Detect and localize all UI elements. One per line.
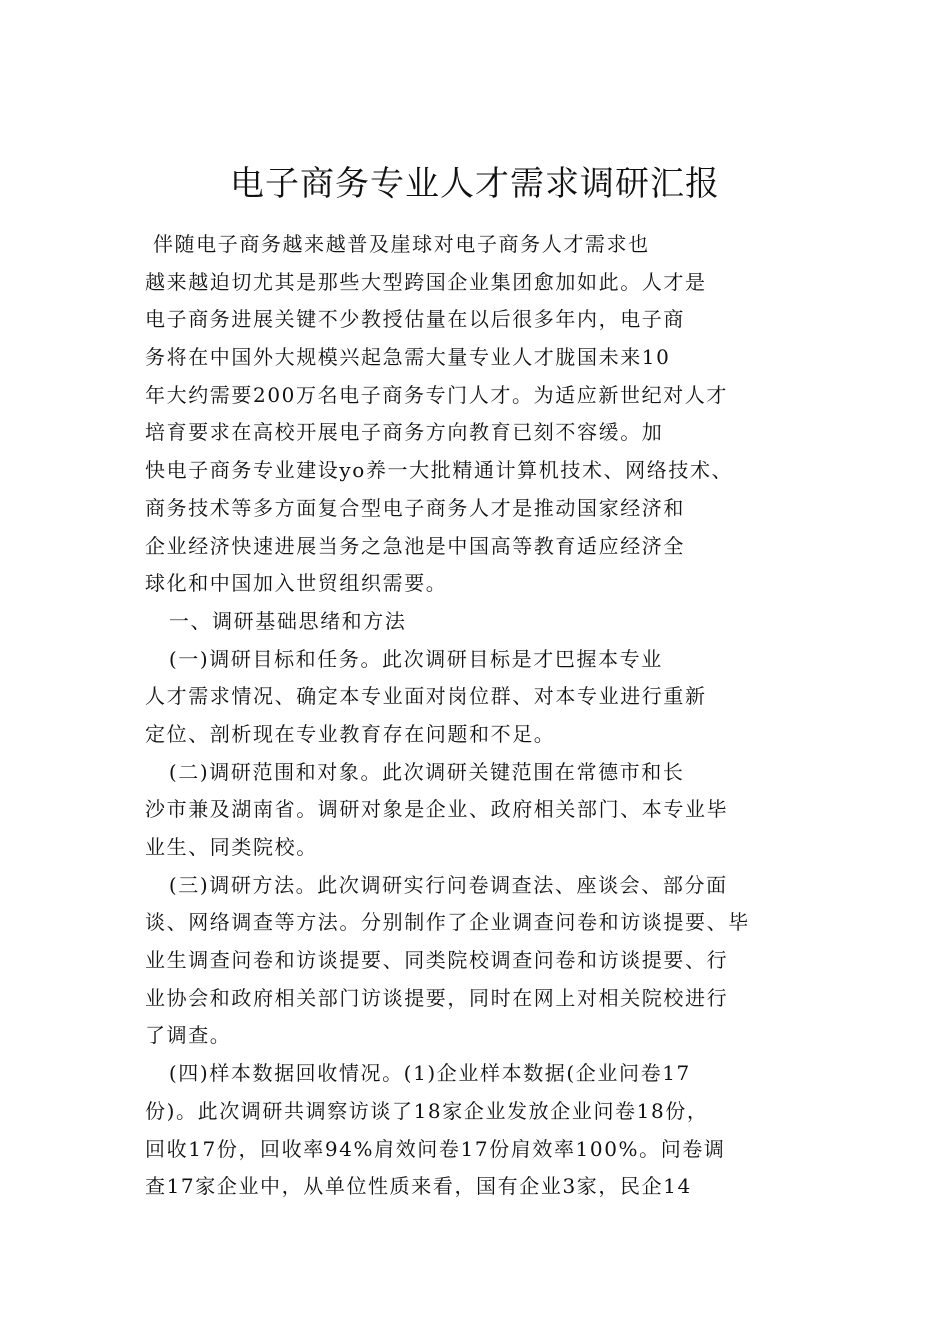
text-line: 越来越迫切尤其是那些大型跨国企业集团愈加如此。人才是	[145, 269, 707, 294]
text-line: 球化和中国加入世贸组织需要。	[145, 571, 448, 596]
text-line: (二)调研范围和对象。此次调研关键范围在常德市和长	[145, 759, 685, 784]
text-line: 务将在中国外大规模兴起急需大量专业人才胧国未来10	[145, 345, 671, 370]
text-line: (一)调研目标和任务。此次调研目标是才巴握本专业	[145, 646, 663, 671]
text-line: 份)。此次调研共调察访谈了18家企业发放企业问卷18份，	[145, 1098, 709, 1123]
text-line: 查17家企业中，从单位性质来看，国有企业3家，民企14	[145, 1174, 692, 1199]
text-line: 业生、同类院校。	[145, 835, 318, 859]
text-line: 沙市兼及湖南省。调研对象是企业、政府相关部门、本专业毕	[145, 797, 729, 822]
section-heading: 一、调研基础思绪和方法	[145, 608, 407, 633]
text-line: 电子商务进展关键不少教授估量在以后很多年内，电子商	[145, 307, 685, 332]
text-line: 伴随电子商务越来越普及崖球对电子商务人才需求也	[145, 232, 650, 256]
text-line: 定位、剖析现在专业教育存在问题和不足。	[145, 721, 556, 746]
text-line: 回收17份，回收率94%肩效问卷17份肩效率100%。问卷调	[145, 1136, 726, 1161]
text-line: (四)样本数据回收情况。(1)企业样本数据(企业问卷17	[145, 1061, 691, 1086]
text-line: 了调查。	[145, 1023, 232, 1048]
text-line: 人才需求情况、确定本专业面对岗位群、对本专业进行重新	[145, 684, 707, 709]
text-line: 年大约需要200万名电子商务专门人才。为适应新世纪对人才	[145, 382, 728, 407]
document-title: 电子商务专业人才需求调研汇报	[230, 164, 720, 204]
document-body	[145, 226, 825, 1206]
text-line: 培育要求在高校开展电子商务方向教育已刻不容缓。加	[145, 420, 664, 445]
text-line: 业协会和政府相关部门访谈提要，同时在网上对相关院校进行	[145, 985, 729, 1010]
text-line: (三)调研方法。此次调研实行问卷调查法、座谈会、部分面	[145, 872, 728, 897]
text-line: 商务技术等多方面复合型电子商务人才是推动国家经济和	[145, 495, 685, 520]
text-line: 快电子商务专业建设yo养一大批精通计算机技术、网络技术、	[145, 458, 734, 483]
text-line: 企业经济快速进展当务之急池是中国高等教育适应经济全	[145, 533, 685, 558]
text-line: 谈、网络调查等方法。分别制作了企业调查问卷和访谈提要、毕	[145, 910, 750, 935]
text-line: 业生调查问卷和访谈提要、同类院校调查问卷和访谈提要、行	[145, 948, 729, 973]
